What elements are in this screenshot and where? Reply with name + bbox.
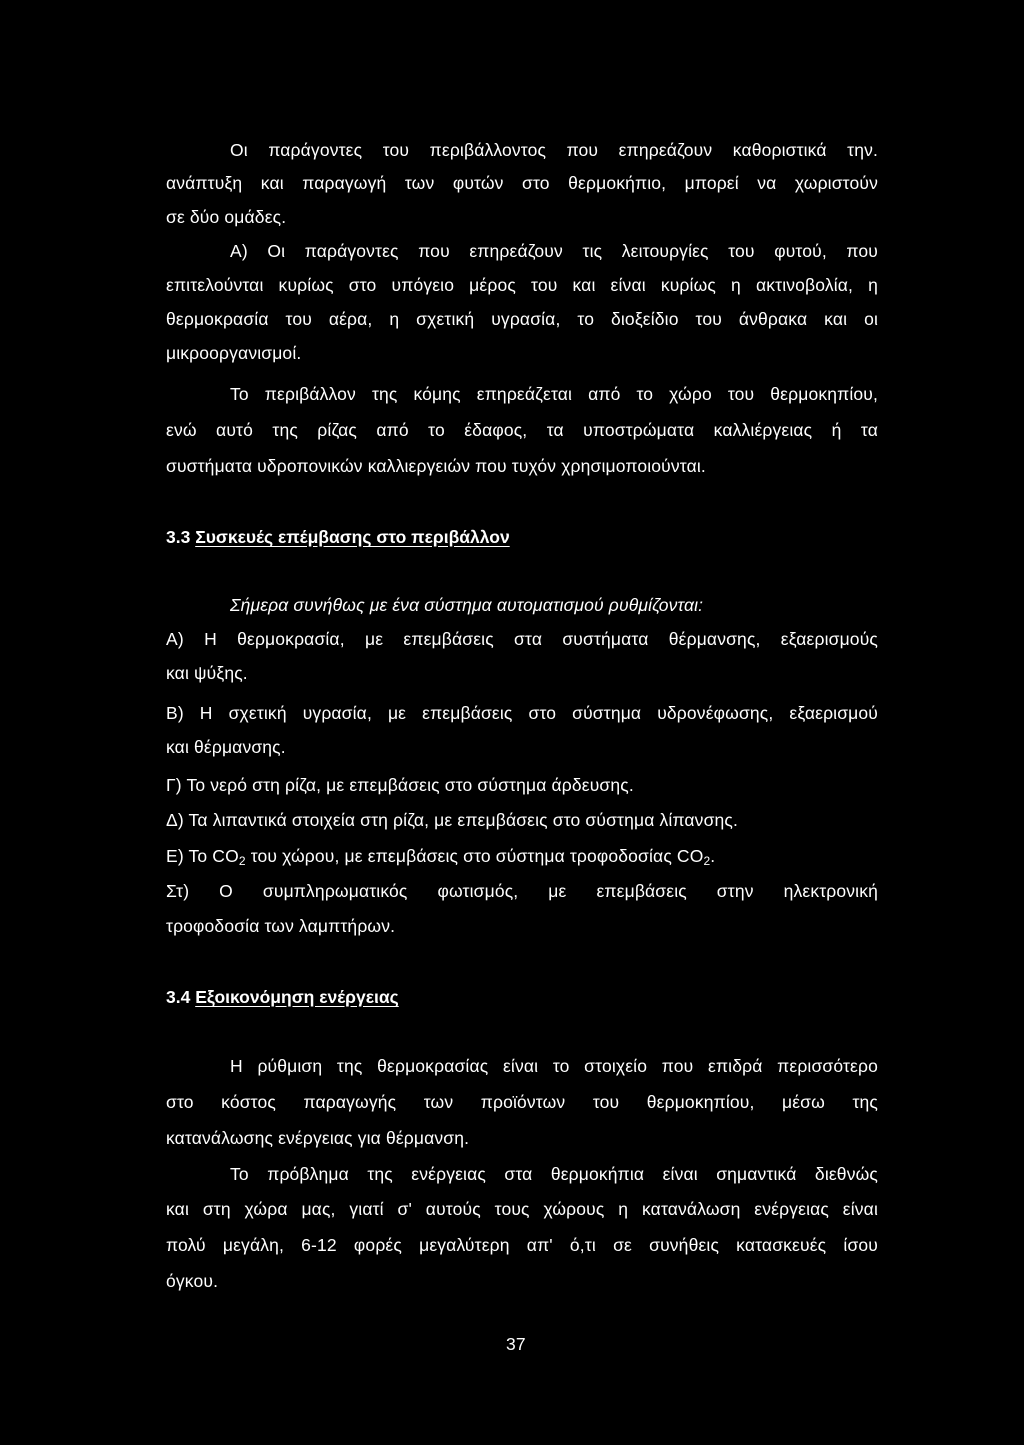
section-3-3-item-a-line-1: Α) Η θερμοκρασία, με επεμβάσεις στα συστήματα θέρμανσης, εξαερισμούς (166, 629, 878, 649)
page-number: 37 (506, 1334, 526, 1354)
intro-line-10: συστήματα υδροπονικών καλλιεργειών που τυχόν χρησιμοποιούνται. (166, 456, 706, 476)
item-e-part-2: του χώρου, με επεμβάσεις στο σύστημα τροφοδοσίας CO (245, 846, 704, 866)
section-3-4-line-4: Το πρόβλημα της ενέργειας στα θερμοκήπια είναι σημαντικά διεθνώς (230, 1164, 878, 1184)
section-3-3-item-d: Δ) Τα λιπαντικά στοιχεία στη ρίζα, με επεμβάσεις στο σύστημα λίπανσης. (166, 810, 739, 830)
section-3-3-title: Συσκευές επέμβασης στο περιβάλλον (195, 527, 510, 547)
section-3-4-line-3: κατανάλωσης ενέργειας για θέρμανση. (166, 1128, 470, 1148)
intro-line-9: ενώ αυτό της ρίζας από το έδαφος, τα υποστρώματα καλλιέργειας ή τα (166, 420, 878, 440)
intro-line-5: επιτελούνται κυρίως στο υπόγειο μέρος του και είναι κυρίως η ακτινοβολία, η (166, 275, 878, 295)
intro-line-1: Οι παράγοντες του περιβάλλοντος που επηρεάζουν καθοριστικά την. (230, 140, 878, 160)
intro-line-6: θερμοκρασία του αέρα, η σχετική υγρασία, το διοξείδιο του άνθρακα και οι (166, 309, 878, 329)
section-3-4-line-5: και στη χώρα μας, γιατί σ' αυτούς τους χώρους η κατανάλωση ενέργειας είναι (166, 1199, 878, 1219)
intro-line-8: Το περιβάλλον της κόμης επηρεάζεται από το χώρο του θερμοκηπίου, (230, 384, 878, 404)
section-3-4-line-6: πολύ μεγάλη, 6-12 φορές μεγαλύτερη απ' ό,τι σε συνήθεις κατασκευές ίσου (166, 1235, 878, 1255)
section-3-3-intro: Σήμερα συνήθως με ένα σύστημα αυτοματισμού ρυθμίζονται: (230, 595, 704, 615)
item-e-part-3: . (710, 846, 716, 866)
section-3-4-line-2: στο κόστος παραγωγής των προϊόντων του θερμοκηπίου, μέσω της (166, 1092, 878, 1112)
section-3-3-item-st-line-1: Στ) Ο συμπληρωματικός φωτισμός, με επεμβάσεις στην ηλεκτρονική (166, 881, 878, 901)
section-3-3-item-b-line-1: Β) Η σχετική υγρασία, με επεμβάσεις στο σύστημα υδρονέφωσης, εξαερισμού (166, 703, 878, 723)
section-3-3-item-e (166, 845, 878, 872)
intro-line-7: μικροοργανισμοί. (166, 343, 302, 363)
section-3-4-heading (166, 986, 399, 1008)
item-e-subscript-2: 2 (703, 854, 711, 868)
section-3-3-item-c: Γ) Το νερό στη ρίζα, με επεμβάσεις στο σύστημα άρδευσης. (166, 775, 634, 795)
section-3-3-item-a-line-2: και ψύξης. (166, 663, 248, 683)
section-3-4-line-7: όγκου. (166, 1271, 219, 1291)
section-3-4-line-1: Η ρύθμιση της θερμοκρασίας είναι το στοιχείο που επιδρά περισσότερο (230, 1056, 878, 1076)
section-3-4-number: 3.4 (166, 987, 191, 1007)
intro-line-4: Α) Οι παράγοντες που επηρεάζουν τις λειτουργίες του φυτού, που (230, 241, 878, 261)
section-3-3-number: 3.3 (166, 527, 191, 547)
item-e-part-1: Ε) Το CO (166, 846, 239, 866)
intro-line-3: σε δύο ομάδες. (166, 207, 287, 227)
section-3-4-title: Εξοικονόμηση ενέργειας (195, 987, 399, 1007)
section-3-3-item-st-line-2: τροφοδοσία των λαμπτήρων. (166, 916, 396, 936)
intro-line-2: ανάπτυξη και παραγωγή των φυτών στο θερμοκήπιο, μπορεί να χωριστούν (166, 173, 878, 193)
section-3-3-heading (166, 526, 510, 548)
item-e-subscript-1: 2 (238, 854, 246, 868)
section-3-3-item-b-line-2: και θέρμανσης. (166, 737, 286, 757)
